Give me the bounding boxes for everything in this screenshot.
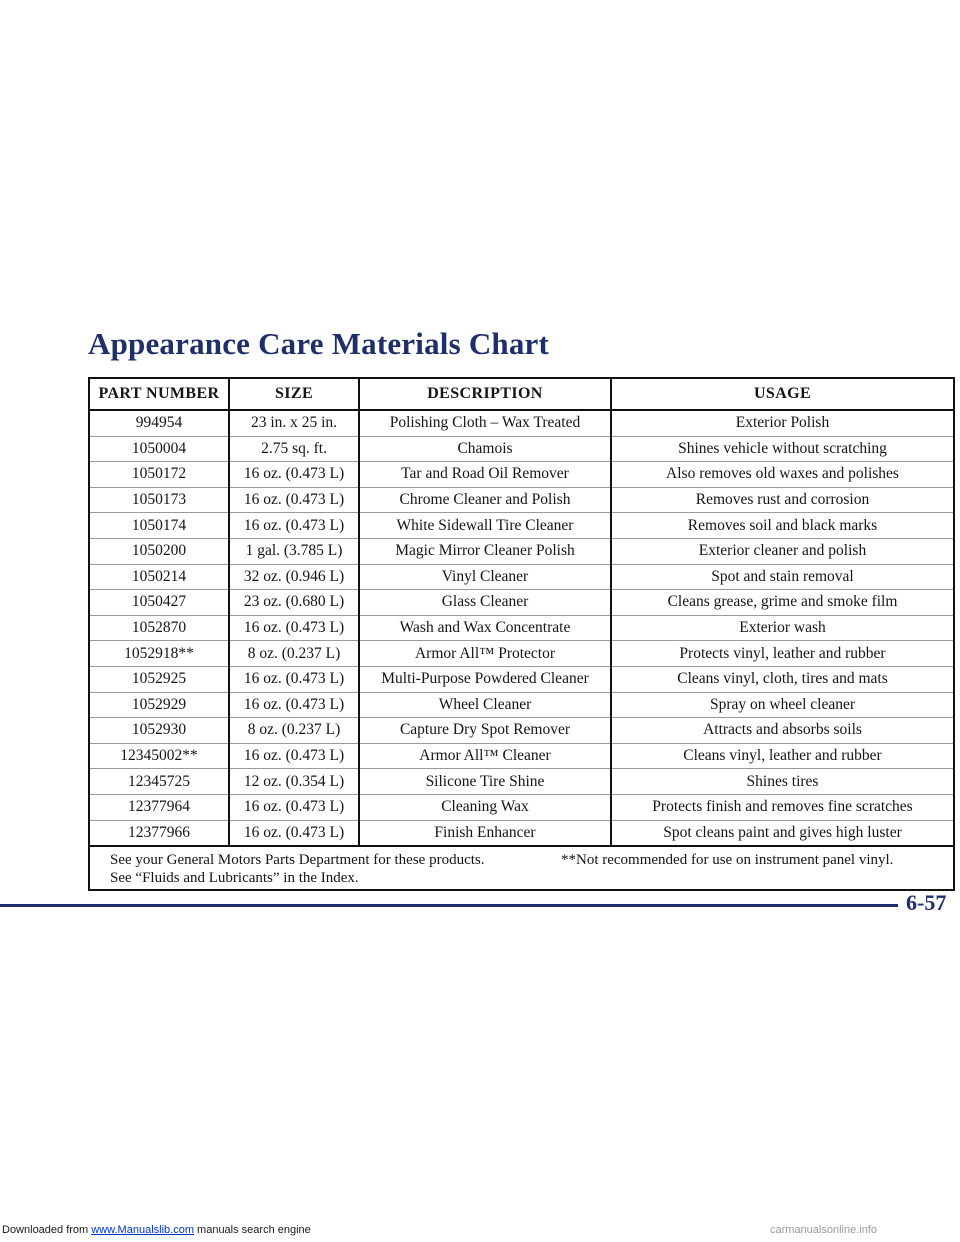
part-number-cell: 12377966 [90,820,229,846]
description-cell: White Sidewall Tire Cleaner [359,513,611,539]
part-number-cell: 994954 [90,410,229,436]
usage-cell: Also removes old waxes and polishes [611,462,953,488]
size-cell: 16 oz. (0.473 L) [229,615,359,641]
part-number-cell: 12377964 [90,794,229,820]
size-cell: 16 oz. (0.473 L) [229,666,359,692]
header-usage: USAGE [611,379,953,410]
usage-cell: Removes soil and black marks [611,513,953,539]
size-cell: 32 oz. (0.946 L) [229,564,359,590]
size-cell: 16 oz. (0.473 L) [229,513,359,539]
description-cell: Magic Mirror Cleaner Polish [359,538,611,564]
description-cell: Chrome Cleaner and Polish [359,487,611,513]
table-row [90,641,953,667]
materials-table [90,379,953,847]
size-cell: 16 oz. (0.473 L) [229,692,359,718]
size-cell: 23 oz. (0.680 L) [229,590,359,616]
size-cell: 16 oz. (0.473 L) [229,462,359,488]
part-number-cell: 1052918** [90,641,229,667]
part-number-cell: 1052930 [90,718,229,744]
usage-cell: Cleans vinyl, leather and rubber [611,743,953,769]
description-cell: Glass Cleaner [359,590,611,616]
table-row [90,769,953,795]
size-cell: 16 oz. (0.473 L) [229,743,359,769]
usage-cell: Exterior Polish [611,410,953,436]
description-cell: Multi-Purpose Powdered Cleaner [359,666,611,692]
table-row [90,718,953,744]
chart-notes [90,847,953,889]
part-number-cell: 1050200 [90,538,229,564]
description-cell: Wash and Wax Concentrate [359,615,611,641]
note-fluids-reference: See “Fluids and Lubricants” in the Index. [110,870,359,887]
manualslib-link[interactable]: www.Manualslib.com [91,1224,194,1236]
description-cell: Armor All™ Protector [359,641,611,667]
description-cell: Vinyl Cleaner [359,564,611,590]
description-cell: Polishing Cloth – Wax Treated [359,410,611,436]
header-row [90,379,953,410]
usage-cell: Cleans vinyl, cloth, tires and mats [611,666,953,692]
part-number-cell: 12345002** [90,743,229,769]
size-cell: 8 oz. (0.237 L) [229,718,359,744]
size-cell: 8 oz. (0.237 L) [229,641,359,667]
header-description: DESCRIPTION [359,379,611,410]
description-cell: Capture Dry Spot Remover [359,718,611,744]
part-number-cell: 12345725 [90,769,229,795]
download-banner [2,1224,311,1236]
part-number-cell: 1050174 [90,513,229,539]
table-row [90,538,953,564]
usage-cell: Shines tires [611,769,953,795]
table-row [90,462,953,488]
page-number: 6-57 [906,890,947,915]
download-suffix: manuals search engine [193,1224,311,1236]
table-row [90,487,953,513]
table-row [90,820,953,846]
table-row [90,564,953,590]
part-number-cell: 1050172 [90,462,229,488]
note-parts-department: See your General Motors Parts Department for these products. [110,852,485,869]
table-row [90,692,953,718]
description-cell: Armor All™ Cleaner [359,743,611,769]
usage-cell: Shines vehicle without scratching [611,436,953,462]
download-prefix: Downloaded from [2,1224,92,1236]
table-row [90,794,953,820]
usage-cell: Spot cleans paint and gives high luster [611,820,953,846]
part-number-cell: 1050214 [90,564,229,590]
usage-cell: Attracts and absorbs soils [611,718,953,744]
table-row [90,410,953,436]
size-cell: 16 oz. (0.473 L) [229,794,359,820]
size-cell: 2.75 sq. ft. [229,436,359,462]
size-cell: 16 oz. (0.473 L) [229,487,359,513]
usage-cell: Exterior cleaner and polish [611,538,953,564]
page-title: Appearance Care Materials Chart [88,326,550,361]
description-cell: Cleaning Wax [359,794,611,820]
header-part-number: PART NUMBER [90,379,229,410]
note-footnote: **Not recommended for use on instrument panel vinyl. [561,852,894,869]
table-row [90,615,953,641]
description-cell: Chamois [359,436,611,462]
size-cell: 23 in. x 25 in. [229,410,359,436]
table-row [90,666,953,692]
table-row [90,513,953,539]
table-row [90,436,953,462]
description-cell: Finish Enhancer [359,820,611,846]
description-cell: Wheel Cleaner [359,692,611,718]
size-cell: 1 gal. (3.785 L) [229,538,359,564]
part-number-cell: 1052929 [90,692,229,718]
table-body [90,410,953,846]
usage-cell: Protects vinyl, leather and rubber [611,641,953,667]
part-number-cell: 1052870 [90,615,229,641]
part-number-cell: 1050427 [90,590,229,616]
usage-cell: Protects finish and removes fine scratches [611,794,953,820]
materials-chart [88,377,955,891]
watermark: carmanualsonline.info [770,1224,878,1236]
size-cell: 12 oz. (0.354 L) [229,769,359,795]
usage-cell: Removes rust and corrosion [611,487,953,513]
usage-cell: Exterior wash [611,615,953,641]
header-size: SIZE [229,379,359,410]
part-number-cell: 1050173 [90,487,229,513]
usage-cell: Cleans grease, grime and smoke film [611,590,953,616]
description-cell: Tar and Road Oil Remover [359,462,611,488]
table-row [90,743,953,769]
table-row [90,590,953,616]
part-number-cell: 1050004 [90,436,229,462]
size-cell: 16 oz. (0.473 L) [229,820,359,846]
usage-cell: Spray on wheel cleaner [611,692,953,718]
part-number-cell: 1052925 [90,666,229,692]
description-cell: Silicone Tire Shine [359,769,611,795]
usage-cell: Spot and stain removal [611,564,953,590]
footer-rule [0,904,898,907]
